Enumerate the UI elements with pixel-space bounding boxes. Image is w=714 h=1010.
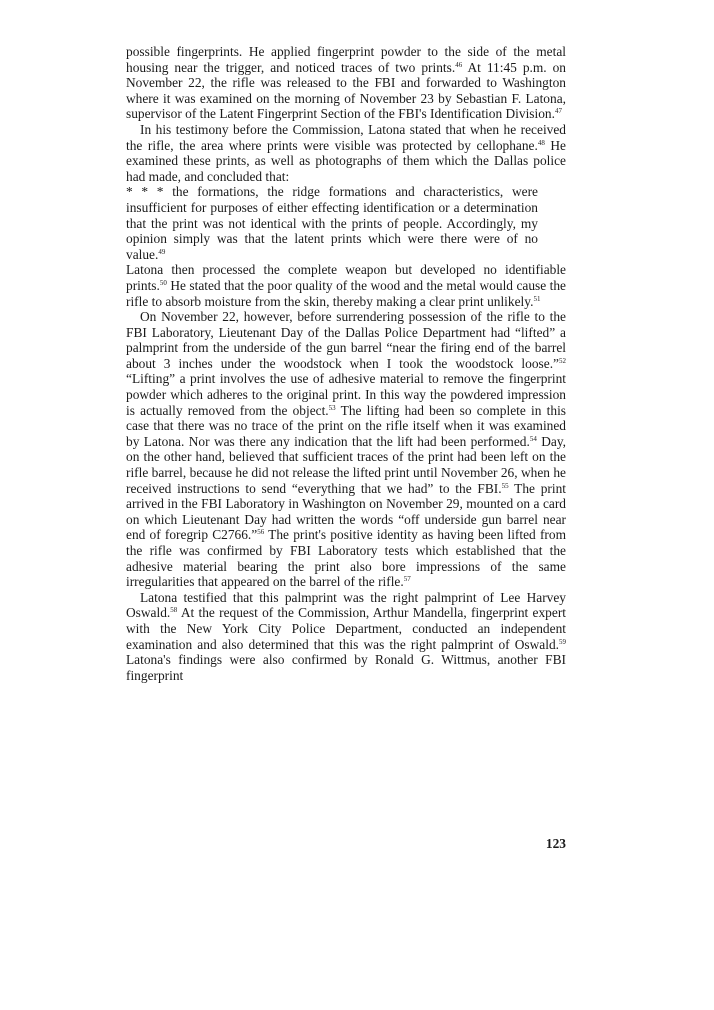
footnote-ref: 53: [328, 403, 336, 412]
paragraph-5: [126, 590, 566, 684]
text: He stated that the poor quality of the wood and the metal would cause the rifle to absorb moisture from the skin, thereby making a clear print unlikely.: [126, 277, 566, 309]
page-body: [126, 44, 566, 683]
text: The lifting had been so complete in this case that there was no trace of the print on the rifle itself when it was examined by Latona. Nor was there any indication that the lift had been performed.: [126, 402, 567, 449]
footnote-ref: 47: [554, 107, 562, 116]
page-number: 123: [545, 836, 566, 851]
text: The print arrived in the FBI Laboratory in Washington on November 29, mounted on a card on which Lieutenant Day had written the words “off underside gun barrel near end of foregrip C2766.”: [126, 480, 567, 543]
footnote-ref: 51: [533, 294, 541, 303]
text: The print's positive identity as having been lifted from the rifle was confirmed by FBI Laboratory tests which established that the adhesive material bearing the print also bore impressions of the same irregularities that appeared on the barrel of the rifle.: [126, 527, 566, 590]
text: Day, on the other hand, believed that sufficient traces of the print had been left on the rifle barrel, because he did not release the lifted print until November 26, when he received instructions to send “everything that we had” to the FBI.: [126, 433, 566, 496]
text: “Lifting” a print involves the use of adhesive material to remove the fingerprint powder which adheres to the original print. In this way the powdered impression is actually removed from the object.: [126, 371, 566, 418]
quote-text: * * * the formations, the ridge formations and characteristics, were insufficient for purposes of either effecting identification or a determination that the print was not identical with the prints of people. Accordingly, my opinion simply was that the latent prints which were there were of no value.: [126, 184, 538, 262]
text: Latona's findings were also confirmed by Ronald G. Wittmus, another FBI fingerprint: [126, 652, 566, 683]
footnote-ref: 50: [159, 278, 167, 287]
paragraph-4: [126, 309, 566, 590]
text: At 11:45 p.m. on November 22, the rifle was released to the FBI and forwarded to Washington where it was examined on the morning of November 23 by Sebastian F. Latona, supervisor of the Latent Fingerprint Section of the FBI's Identification Division.: [126, 59, 567, 122]
paragraph-3: [126, 262, 566, 309]
paragraph-1: [126, 44, 566, 122]
text: Latona then processed the complete weapon but developed no identifiable prints.: [126, 262, 566, 293]
block-quote: [126, 184, 538, 262]
paragraph-2: [126, 122, 566, 184]
text: On November 22, however, before surrendering possession of the rifle to the FBI Laboratory, Lieutenant Day of the Dallas Police Department had “lifted” a palmprint from the underside of the gun barrel “near the firing end of the barrel about 3 inches under the woodstock when I took the woodstock loose.”: [126, 309, 566, 371]
footnote-ref: 58: [170, 606, 178, 615]
footnote-ref: 54: [529, 434, 537, 443]
footnote-ref: 46: [455, 60, 463, 69]
text: Latona testified that this palmprint was the right palmprint of Lee Harvey Oswald.: [126, 589, 566, 621]
footnote-ref: 56: [257, 528, 265, 537]
text: At the request of the Commission, Arthur Mandella, fingerprint expert with the New York City Police Department, conducted an independent examination and also determined that this was the right palmprint of Oswald.: [126, 605, 566, 652]
text: In his testimony before the Commission, Latona stated that when he received the rifle, the area where prints were visible was protected by cellophane.: [126, 121, 566, 153]
footnote-ref: 57: [403, 575, 411, 584]
text: possible fingerprints. He applied fingerprint powder to the side of the metal housing near the trigger, and noticed traces of two prints.: [126, 44, 566, 75]
footnote-ref: 49: [158, 247, 166, 256]
footnote-ref: 52: [559, 356, 566, 365]
footnote-ref: 59: [559, 637, 566, 646]
text: He examined these prints, as well as photographs of them which the Dallas police had made, and concluded that:: [126, 137, 566, 184]
footnote-ref: 55: [501, 481, 509, 490]
footnote-ref: 48: [537, 138, 545, 147]
